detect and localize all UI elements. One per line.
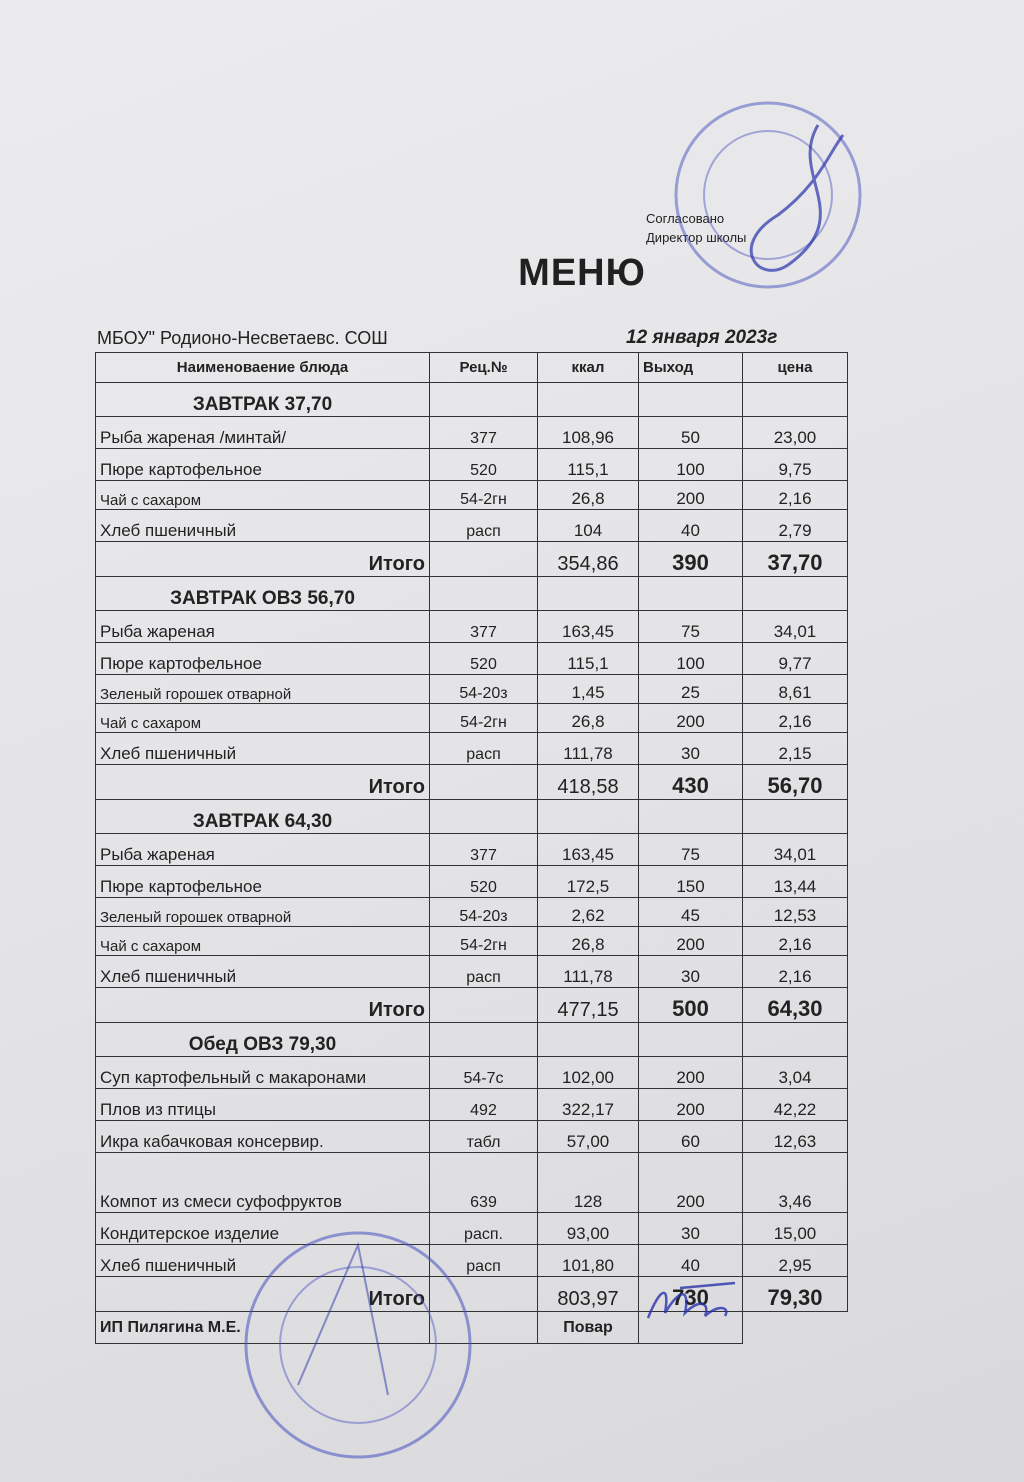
- dish-name: Зеленый горошек отварной: [96, 898, 430, 927]
- dish-name: Хлеб пшеничный: [96, 956, 430, 988]
- dish-name: Плов из птицы: [96, 1089, 430, 1121]
- recipe-number: 639: [430, 1153, 538, 1213]
- price: 13,44: [743, 866, 848, 898]
- yield: 200: [639, 1089, 743, 1121]
- yield: [639, 800, 743, 834]
- dish-name: Чай с сахаром: [96, 481, 430, 510]
- price: 2,79: [743, 510, 848, 542]
- kcal: 163,45: [538, 834, 639, 866]
- recipe-number: [430, 383, 538, 417]
- kcal: 104: [538, 510, 639, 542]
- price: 64,30: [743, 988, 848, 1023]
- price: 8,61: [743, 675, 848, 704]
- recipe-number: 377: [430, 834, 538, 866]
- table-row: [96, 1121, 848, 1153]
- dish-name: ЗАВТРАК 37,70: [96, 383, 430, 417]
- cook-role: Повар: [538, 1312, 639, 1344]
- price: 2,16: [743, 704, 848, 733]
- kcal: 115,1: [538, 643, 639, 675]
- yield: 150: [639, 866, 743, 898]
- recipe-number: [430, 542, 538, 577]
- kcal: 1,45: [538, 675, 639, 704]
- recipe-number: 54-7с: [430, 1057, 538, 1089]
- price: 2,95: [743, 1245, 848, 1277]
- yield: 75: [639, 834, 743, 866]
- total-row: [96, 542, 848, 577]
- kcal: [538, 800, 639, 834]
- kcal: 102,00: [538, 1057, 639, 1089]
- supplier-stamp: [238, 1225, 478, 1465]
- kcal: 354,86: [538, 542, 639, 577]
- dish-name: Итого: [96, 988, 430, 1023]
- yield: 40: [639, 1245, 743, 1277]
- recipe-number: [430, 988, 538, 1023]
- price: 15,00: [743, 1213, 848, 1245]
- recipe-number: расп.: [430, 1213, 538, 1245]
- dish-name: Рыба жареная /минтай/: [96, 417, 430, 449]
- price: 34,01: [743, 834, 848, 866]
- kcal: 111,78: [538, 733, 639, 765]
- kcal: 2,62: [538, 898, 639, 927]
- dish-name: Хлеб пшеничный: [96, 510, 430, 542]
- dish-name: Кондитерское изделие: [96, 1213, 430, 1245]
- kcal: 26,8: [538, 481, 639, 510]
- kcal: 163,45: [538, 611, 639, 643]
- table-row: [96, 704, 848, 733]
- kcal: 26,8: [538, 704, 639, 733]
- recipe-number: расп: [430, 733, 538, 765]
- table-row: [96, 1057, 848, 1089]
- price: 2,16: [743, 927, 848, 956]
- price: 2,15: [743, 733, 848, 765]
- yield: 25: [639, 675, 743, 704]
- recipe-number: расп: [430, 1245, 538, 1277]
- kcal: [538, 577, 639, 611]
- yield: 200: [639, 927, 743, 956]
- kcal: 803,97: [538, 1277, 639, 1312]
- dish-name: ЗАВТРАК ОВЗ 56,70: [96, 577, 430, 611]
- table-row: [96, 510, 848, 542]
- yield: 100: [639, 449, 743, 481]
- price: 37,70: [743, 542, 848, 577]
- recipe-number: 377: [430, 417, 538, 449]
- yield: 30: [639, 733, 743, 765]
- recipe-number: 520: [430, 866, 538, 898]
- recipe-number: 54-20з: [430, 675, 538, 704]
- table-row: [96, 1153, 848, 1213]
- dish-name: Итого: [96, 542, 430, 577]
- col-dish: Наименоваение блюда: [96, 353, 430, 383]
- dish-name: Суп картофельный с макаронами: [96, 1057, 430, 1089]
- recipe-number: расп: [430, 956, 538, 988]
- yield: 500: [639, 988, 743, 1023]
- col-yield: Выход: [639, 353, 743, 383]
- section-row: [96, 800, 848, 834]
- yield: 75: [639, 611, 743, 643]
- kcal: 115,1: [538, 449, 639, 481]
- price: 3,46: [743, 1153, 848, 1213]
- recipe-number: 54-2гн: [430, 704, 538, 733]
- approval-director: Директор школы: [646, 230, 747, 245]
- supplier-name: ИП Пилягина М.Е.: [96, 1312, 430, 1344]
- recipe-number: табл: [430, 1121, 538, 1153]
- recipe-number: [430, 577, 538, 611]
- yield: 100: [639, 643, 743, 675]
- dish-name: Чай с сахаром: [96, 704, 430, 733]
- menu-date: 12 января 2023г: [626, 327, 778, 348]
- table-row: [96, 834, 848, 866]
- dish-name: Рыба жареная: [96, 834, 430, 866]
- price: [743, 1023, 848, 1057]
- kcal: 93,00: [538, 1213, 639, 1245]
- dish-name: Обед ОВЗ 79,30: [96, 1023, 430, 1057]
- price: 3,04: [743, 1057, 848, 1089]
- yield: 200: [639, 1057, 743, 1089]
- table-row: [96, 733, 848, 765]
- yield: 50: [639, 417, 743, 449]
- yield: 45: [639, 898, 743, 927]
- price: 42,22: [743, 1089, 848, 1121]
- total-row: [96, 988, 848, 1023]
- yield: 30: [639, 956, 743, 988]
- section-row: [96, 383, 848, 417]
- price: 34,01: [743, 611, 848, 643]
- table-row: [96, 898, 848, 927]
- kcal: [538, 383, 639, 417]
- table-row: [96, 866, 848, 898]
- recipe-number: 54-2гн: [430, 927, 538, 956]
- yield: [639, 383, 743, 417]
- table-row: [96, 927, 848, 956]
- col-price: цена: [743, 353, 848, 383]
- dish-name: Пюре картофельное: [96, 449, 430, 481]
- kcal: 111,78: [538, 956, 639, 988]
- price: 9,77: [743, 643, 848, 675]
- yield: [639, 1023, 743, 1057]
- table-row: [96, 643, 848, 675]
- price: 12,63: [743, 1121, 848, 1153]
- school-name: МБОУ" Родионо-Несветаевс. СОШ: [97, 328, 388, 348]
- recipe-number: [430, 765, 538, 800]
- yield: 40: [639, 510, 743, 542]
- cook-signature-mark: [640, 1278, 740, 1328]
- recipe-number: [430, 1023, 538, 1057]
- table-row: [96, 417, 848, 449]
- dish-name: Чай с сахаром: [96, 927, 430, 956]
- yield: [639, 577, 743, 611]
- kcal: 57,00: [538, 1121, 639, 1153]
- table-row: [96, 611, 848, 643]
- table-row: [96, 449, 848, 481]
- price: 56,70: [743, 765, 848, 800]
- kcal: 477,15: [538, 988, 639, 1023]
- table-row: [96, 956, 848, 988]
- dish-name: Зеленый горошек отварной: [96, 675, 430, 704]
- yield: 200: [639, 704, 743, 733]
- table-row: [96, 481, 848, 510]
- recipe-number: 54-2гн: [430, 481, 538, 510]
- table-row: [96, 675, 848, 704]
- yield: 200: [639, 481, 743, 510]
- dish-name: Пюре картофельное: [96, 866, 430, 898]
- recipe-number: 492: [430, 1089, 538, 1121]
- recipe-number: 520: [430, 643, 538, 675]
- price: 79,30: [743, 1277, 848, 1312]
- price: 9,75: [743, 449, 848, 481]
- section-row: [96, 577, 848, 611]
- kcal: 101,80: [538, 1245, 639, 1277]
- recipe-number: [430, 800, 538, 834]
- page-title: МЕНЮ: [518, 252, 646, 294]
- kcal: 322,17: [538, 1089, 639, 1121]
- price: 2,16: [743, 481, 848, 510]
- dish-name: Икра кабачковая консервир.: [96, 1121, 430, 1153]
- kcal: 108,96: [538, 417, 639, 449]
- dish-name: Рыба жареная: [96, 611, 430, 643]
- recipe-number: расп: [430, 510, 538, 542]
- dish-name: Хлеб пшеничный: [96, 733, 430, 765]
- yield: 30: [639, 1213, 743, 1245]
- yield: 430: [639, 765, 743, 800]
- dish-name: ЗАВТРАК 64,30: [96, 800, 430, 834]
- price: 23,00: [743, 417, 848, 449]
- recipe-number: 520: [430, 449, 538, 481]
- kcal: 26,8: [538, 927, 639, 956]
- recipe-number: 54-20з: [430, 898, 538, 927]
- dish-name: Итого: [96, 1277, 430, 1312]
- yield: 730: [639, 1277, 743, 1312]
- kcal: 172,5: [538, 866, 639, 898]
- col-recipe: Рец.№: [430, 353, 538, 383]
- section-row: [96, 1023, 848, 1057]
- kcal: [538, 1023, 639, 1057]
- dish-name: Пюре картофельное: [96, 643, 430, 675]
- yield: 60: [639, 1121, 743, 1153]
- price: [743, 800, 848, 834]
- table-header: [96, 353, 848, 383]
- approval-label: Согласовано: [646, 211, 725, 226]
- dish-name: Компот из смеси суфофруктов: [96, 1153, 430, 1213]
- price: [743, 577, 848, 611]
- col-kcal: ккал: [538, 353, 639, 383]
- recipe-number: 377: [430, 611, 538, 643]
- table-row: [96, 1089, 848, 1121]
- dish-name: Хлеб пшеничный: [96, 1245, 430, 1277]
- price: [743, 383, 848, 417]
- kcal: 418,58: [538, 765, 639, 800]
- yield: 200: [639, 1153, 743, 1213]
- price: 2,16: [743, 956, 848, 988]
- total-row: [96, 765, 848, 800]
- dish-name: Итого: [96, 765, 430, 800]
- yield: 390: [639, 542, 743, 577]
- kcal: 128: [538, 1153, 639, 1213]
- price: 12,53: [743, 898, 848, 927]
- menu-table: [95, 352, 848, 1344]
